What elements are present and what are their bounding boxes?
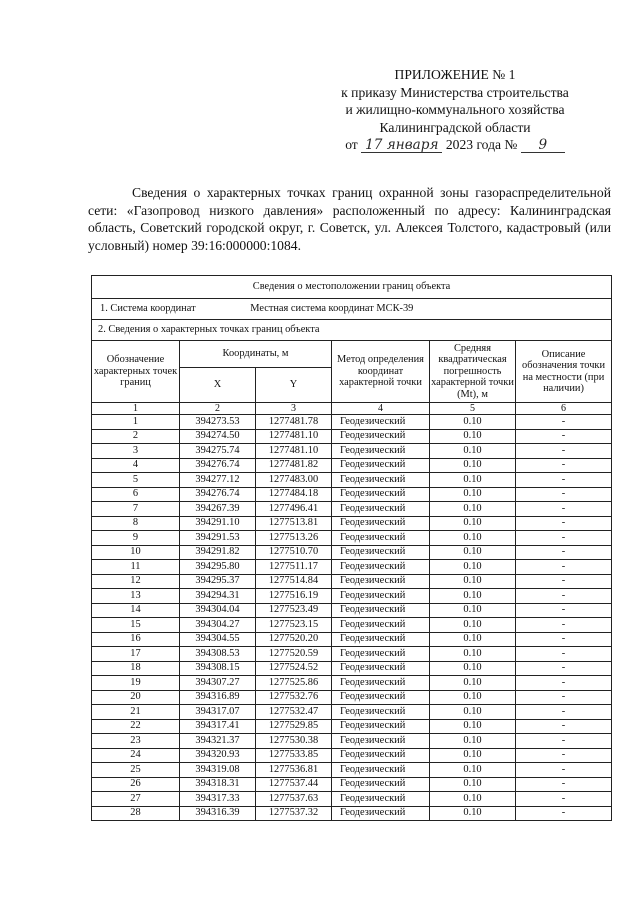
cell-method: Геодезический <box>332 516 430 531</box>
cell-description: - <box>516 458 612 473</box>
cell-point-id: 17 <box>92 647 180 662</box>
cell-method: Геодезический <box>332 473 430 488</box>
table-row <box>92 734 612 749</box>
cell-coord-x: 394318.31 <box>180 777 256 792</box>
cell-method: Геодезический <box>332 690 430 705</box>
cell-description: - <box>516 690 612 705</box>
cell-coord-x: 394275.74 <box>180 444 256 459</box>
cell-method: Геодезический <box>332 719 430 734</box>
table-row <box>92 545 612 560</box>
cell-point-id: 8 <box>92 516 180 531</box>
table-row <box>92 589 612 604</box>
cell-error: 0.10 <box>430 574 516 589</box>
table-row <box>92 777 612 792</box>
cell-error: 0.10 <box>430 618 516 633</box>
cell-coord-x: 394295.80 <box>180 560 256 575</box>
handwritten-date: 17 января <box>361 138 442 153</box>
date-year: 2023 года № <box>445 137 518 152</box>
cell-method: Геодезический <box>332 618 430 633</box>
table-row <box>92 719 612 734</box>
cell-description: - <box>516 473 612 488</box>
table-row <box>92 574 612 589</box>
cell-coord-y: 1277520.20 <box>256 632 332 647</box>
cell-error: 0.10 <box>430 719 516 734</box>
cell-coord-x: 394291.82 <box>180 545 256 560</box>
handwritten-number: 9 <box>521 138 565 153</box>
cell-coord-x: 394320.93 <box>180 748 256 763</box>
cell-error: 0.10 <box>430 429 516 444</box>
cell-method: Геодезический <box>332 792 430 807</box>
cell-point-id: 18 <box>92 661 180 676</box>
cell-coord-y: 1277532.76 <box>256 690 332 705</box>
table-row <box>92 502 612 517</box>
cell-coord-x: 394321.37 <box>180 734 256 749</box>
cell-error: 0.10 <box>430 647 516 662</box>
cell-error: 0.10 <box>430 777 516 792</box>
cell-point-id: 15 <box>92 618 180 633</box>
table-row <box>92 661 612 676</box>
cell-description: - <box>516 705 612 720</box>
cell-coord-y: 1277524.52 <box>256 661 332 676</box>
cell-description: - <box>516 444 612 459</box>
cell-coord-y: 1277496.41 <box>256 502 332 517</box>
table-row <box>92 531 612 546</box>
cell-description: - <box>516 589 612 604</box>
table-row <box>92 618 612 633</box>
appendix-title: ПРИЛОЖЕНИЕ № 1 <box>394 67 516 82</box>
cell-coord-x: 394274.50 <box>180 429 256 444</box>
col-header-point: Обозначение характерных точек границ <box>92 341 180 403</box>
cell-coord-x: 394304.27 <box>180 618 256 633</box>
cell-method: Геодезический <box>332 763 430 778</box>
cell-method: Геодезический <box>332 647 430 662</box>
cell-description: - <box>516 487 612 502</box>
cell-error: 0.10 <box>430 458 516 473</box>
table-row <box>92 415 612 430</box>
cell-coord-y: 1277533.85 <box>256 748 332 763</box>
cell-coord-y: 1277537.63 <box>256 792 332 807</box>
cell-method: Геодезический <box>332 429 430 444</box>
cell-description: - <box>516 531 612 546</box>
cell-method: Геодезический <box>332 574 430 589</box>
cell-coord-x: 394276.74 <box>180 487 256 502</box>
cell-description: - <box>516 560 612 575</box>
cell-coord-y: 1277525.86 <box>256 676 332 691</box>
cell-point-id: 20 <box>92 690 180 705</box>
section-2-heading: 2. Сведения о характерных точках границ объекта <box>92 320 612 341</box>
table-row <box>92 560 612 575</box>
coordinate-system-label: 1. Система координат <box>100 303 196 314</box>
cell-point-id: 9 <box>92 531 180 546</box>
table-row <box>92 429 612 444</box>
table-title: Сведения о местоположении границ объекта <box>92 276 612 299</box>
cell-coord-x: 394304.04 <box>180 603 256 618</box>
cell-error: 0.10 <box>430 473 516 488</box>
appendix-line-2: и жилищно-коммунального хозяйства <box>345 102 565 117</box>
table-row <box>92 458 612 473</box>
appendix-line-3: Калининградской области <box>379 119 531 135</box>
boundary-table <box>91 275 612 821</box>
cell-description: - <box>516 545 612 560</box>
cell-method: Геодезический <box>332 531 430 546</box>
cell-coord-y: 1277481.10 <box>256 444 332 459</box>
cell-method: Геодезический <box>332 748 430 763</box>
cell-coord-x: 394317.07 <box>180 705 256 720</box>
cell-point-id: 11 <box>92 560 180 575</box>
cell-error: 0.10 <box>430 487 516 502</box>
table-row <box>92 516 612 531</box>
cell-method: Геодезический <box>332 806 430 821</box>
cell-coord-y: 1277484.18 <box>256 487 332 502</box>
col-number: 6 <box>516 403 612 415</box>
cell-coord-x: 394308.53 <box>180 647 256 662</box>
cell-coord-y: 1277537.44 <box>256 777 332 792</box>
col-header-y: Y <box>256 368 332 403</box>
cell-error: 0.10 <box>430 516 516 531</box>
cell-description: - <box>516 777 612 792</box>
col-header-description: Описание обозначения точки на местности (при наличии) <box>516 341 612 403</box>
cell-point-id: 7 <box>92 502 180 517</box>
boundary-table-container <box>91 275 611 821</box>
cell-description: - <box>516 792 612 807</box>
cell-error: 0.10 <box>430 748 516 763</box>
cell-coord-y: 1277530.38 <box>256 734 332 749</box>
cell-method: Геодезический <box>332 676 430 691</box>
cell-method: Геодезический <box>332 632 430 647</box>
cell-point-id: 19 <box>92 676 180 691</box>
cell-error: 0.10 <box>430 589 516 604</box>
section-2-row <box>92 320 612 341</box>
cell-description: - <box>516 429 612 444</box>
cell-coord-x: 394291.10 <box>180 516 256 531</box>
cell-coord-y: 1277481.82 <box>256 458 332 473</box>
cell-coord-y: 1277483.00 <box>256 473 332 488</box>
table-row <box>92 676 612 691</box>
cell-method: Геодезический <box>332 415 430 430</box>
cell-point-id: 28 <box>92 806 180 821</box>
cell-description: - <box>516 516 612 531</box>
cell-description: - <box>516 676 612 691</box>
cell-description: - <box>516 734 612 749</box>
cell-coord-y: 1277537.32 <box>256 806 332 821</box>
cell-error: 0.10 <box>430 690 516 705</box>
cell-coord-x: 394319.08 <box>180 763 256 778</box>
cell-error: 0.10 <box>430 632 516 647</box>
table-row <box>92 792 612 807</box>
cell-description: - <box>516 574 612 589</box>
table-row <box>92 806 612 821</box>
table-row <box>92 444 612 459</box>
cell-error: 0.10 <box>430 661 516 676</box>
cell-point-id: 21 <box>92 705 180 720</box>
cell-point-id: 16 <box>92 632 180 647</box>
cell-coord-y: 1277513.26 <box>256 531 332 546</box>
cell-point-id: 1 <box>92 415 180 430</box>
cell-point-id: 13 <box>92 589 180 604</box>
cell-coord-y: 1277510.70 <box>256 545 332 560</box>
cell-description: - <box>516 415 612 430</box>
cell-point-id: 6 <box>92 487 180 502</box>
cell-method: Геодезический <box>332 603 430 618</box>
cell-method: Геодезический <box>332 487 430 502</box>
cell-coord-y: 1277536.81 <box>256 763 332 778</box>
cell-point-id: 24 <box>92 748 180 763</box>
coordinate-system-cell <box>92 299 612 320</box>
cell-method: Геодезический <box>332 589 430 604</box>
cell-method: Геодезический <box>332 458 430 473</box>
appendix-line-1: к приказу Министерства строительства <box>341 84 569 100</box>
cell-coord-y: 1277513.81 <box>256 516 332 531</box>
cell-method: Геодезический <box>332 444 430 459</box>
table-row <box>92 763 612 778</box>
cell-coord-y: 1277529.85 <box>256 719 332 734</box>
cell-description: - <box>516 502 612 517</box>
table-row <box>92 748 612 763</box>
cell-description: - <box>516 632 612 647</box>
cell-coord-y: 1277514.84 <box>256 574 332 589</box>
cell-description: - <box>516 647 612 662</box>
table-row <box>92 603 612 618</box>
cell-method: Геодезический <box>332 545 430 560</box>
date-prefix: от <box>345 137 358 152</box>
col-header-error: Средняя квадратическая погрешность характерной точки (Mt), м <box>430 341 516 403</box>
coordinate-system-value: Местная система координат МСК-39 <box>250 303 414 314</box>
col-header-x: X <box>180 368 256 403</box>
cell-method: Геодезический <box>332 502 430 517</box>
cell-coord-y: 1277511.17 <box>256 560 332 575</box>
cell-coord-x: 394316.39 <box>180 806 256 821</box>
cell-coord-x: 394317.33 <box>180 792 256 807</box>
cell-point-id: 10 <box>92 545 180 560</box>
col-number: 4 <box>332 403 430 415</box>
cell-coord-x: 394316.89 <box>180 690 256 705</box>
cell-coord-y: 1277481.10 <box>256 429 332 444</box>
cell-coord-x: 394308.15 <box>180 661 256 676</box>
cell-point-id: 2 <box>92 429 180 444</box>
cell-point-id: 22 <box>92 719 180 734</box>
cell-coord-x: 394304.55 <box>180 632 256 647</box>
cell-error: 0.10 <box>430 734 516 749</box>
cell-coord-x: 394291.53 <box>180 531 256 546</box>
cell-method: Геодезический <box>332 777 430 792</box>
table-row <box>92 690 612 705</box>
table-row <box>92 473 612 488</box>
cell-coord-y: 1277481.78 <box>256 415 332 430</box>
cell-coord-y: 1277523.49 <box>256 603 332 618</box>
intro-paragraph: Сведения о характерных точках границ охранной зоны газораспределительной сети: «Газопровод низкого давления» расположенный по адресу: Калининградская область, Советский городской округ, г. Советск, ул. Алексея Толстого, кадастровый (или условный) номер 39:16:000000:1084. <box>88 185 611 253</box>
cell-point-id: 27 <box>92 792 180 807</box>
col-header-method: Метод определения координат характерной точки <box>332 341 430 403</box>
cell-coord-x: 394295.37 <box>180 574 256 589</box>
cell-error: 0.10 <box>430 792 516 807</box>
col-number: 1 <box>92 403 180 415</box>
col-number: 2 <box>180 403 256 415</box>
cell-coord-x: 394267.39 <box>180 502 256 517</box>
appendix-header <box>300 66 610 154</box>
col-number: 5 <box>430 403 516 415</box>
cell-error: 0.10 <box>430 444 516 459</box>
cell-point-id: 5 <box>92 473 180 488</box>
appendix-date-line <box>345 136 565 154</box>
cell-error: 0.10 <box>430 502 516 517</box>
cell-description: - <box>516 603 612 618</box>
cell-point-id: 23 <box>92 734 180 749</box>
table-row <box>92 705 612 720</box>
cell-error: 0.10 <box>430 763 516 778</box>
cell-description: - <box>516 806 612 821</box>
cell-description: - <box>516 719 612 734</box>
cell-point-id: 26 <box>92 777 180 792</box>
table-title-row <box>92 276 612 299</box>
cell-method: Геодезический <box>332 560 430 575</box>
cell-error: 0.10 <box>430 531 516 546</box>
table-row <box>92 647 612 662</box>
cell-method: Геодезический <box>332 661 430 676</box>
cell-description: - <box>516 763 612 778</box>
cell-point-id: 25 <box>92 763 180 778</box>
cell-coord-y: 1277523.15 <box>256 618 332 633</box>
coordinate-system-row <box>92 299 612 320</box>
table-row <box>92 487 612 502</box>
cell-coord-x: 394277.12 <box>180 473 256 488</box>
cell-coord-y: 1277516.19 <box>256 589 332 604</box>
cell-error: 0.10 <box>430 705 516 720</box>
cell-error: 0.10 <box>430 545 516 560</box>
cell-method: Геодезический <box>332 705 430 720</box>
col-number: 3 <box>256 403 332 415</box>
cell-coord-y: 1277532.47 <box>256 705 332 720</box>
column-number-row <box>92 403 612 415</box>
cell-coord-x: 394294.31 <box>180 589 256 604</box>
cell-point-id: 3 <box>92 444 180 459</box>
cell-point-id: 4 <box>92 458 180 473</box>
cell-coord-y: 1277520.59 <box>256 647 332 662</box>
cell-error: 0.10 <box>430 676 516 691</box>
cell-description: - <box>516 748 612 763</box>
col-header-coords: Координаты, м <box>180 341 332 368</box>
cell-coord-x: 394307.27 <box>180 676 256 691</box>
cell-method: Геодезический <box>332 734 430 749</box>
cell-coord-x: 394317.41 <box>180 719 256 734</box>
cell-error: 0.10 <box>430 560 516 575</box>
cell-point-id: 14 <box>92 603 180 618</box>
cell-coord-x: 394273.53 <box>180 415 256 430</box>
table-row <box>92 632 612 647</box>
cell-description: - <box>516 618 612 633</box>
cell-error: 0.10 <box>430 603 516 618</box>
cell-point-id: 12 <box>92 574 180 589</box>
cell-description: - <box>516 661 612 676</box>
column-header-row <box>92 341 612 368</box>
cell-error: 0.10 <box>430 806 516 821</box>
cell-error: 0.10 <box>430 415 516 430</box>
cell-coord-x: 394276.74 <box>180 458 256 473</box>
